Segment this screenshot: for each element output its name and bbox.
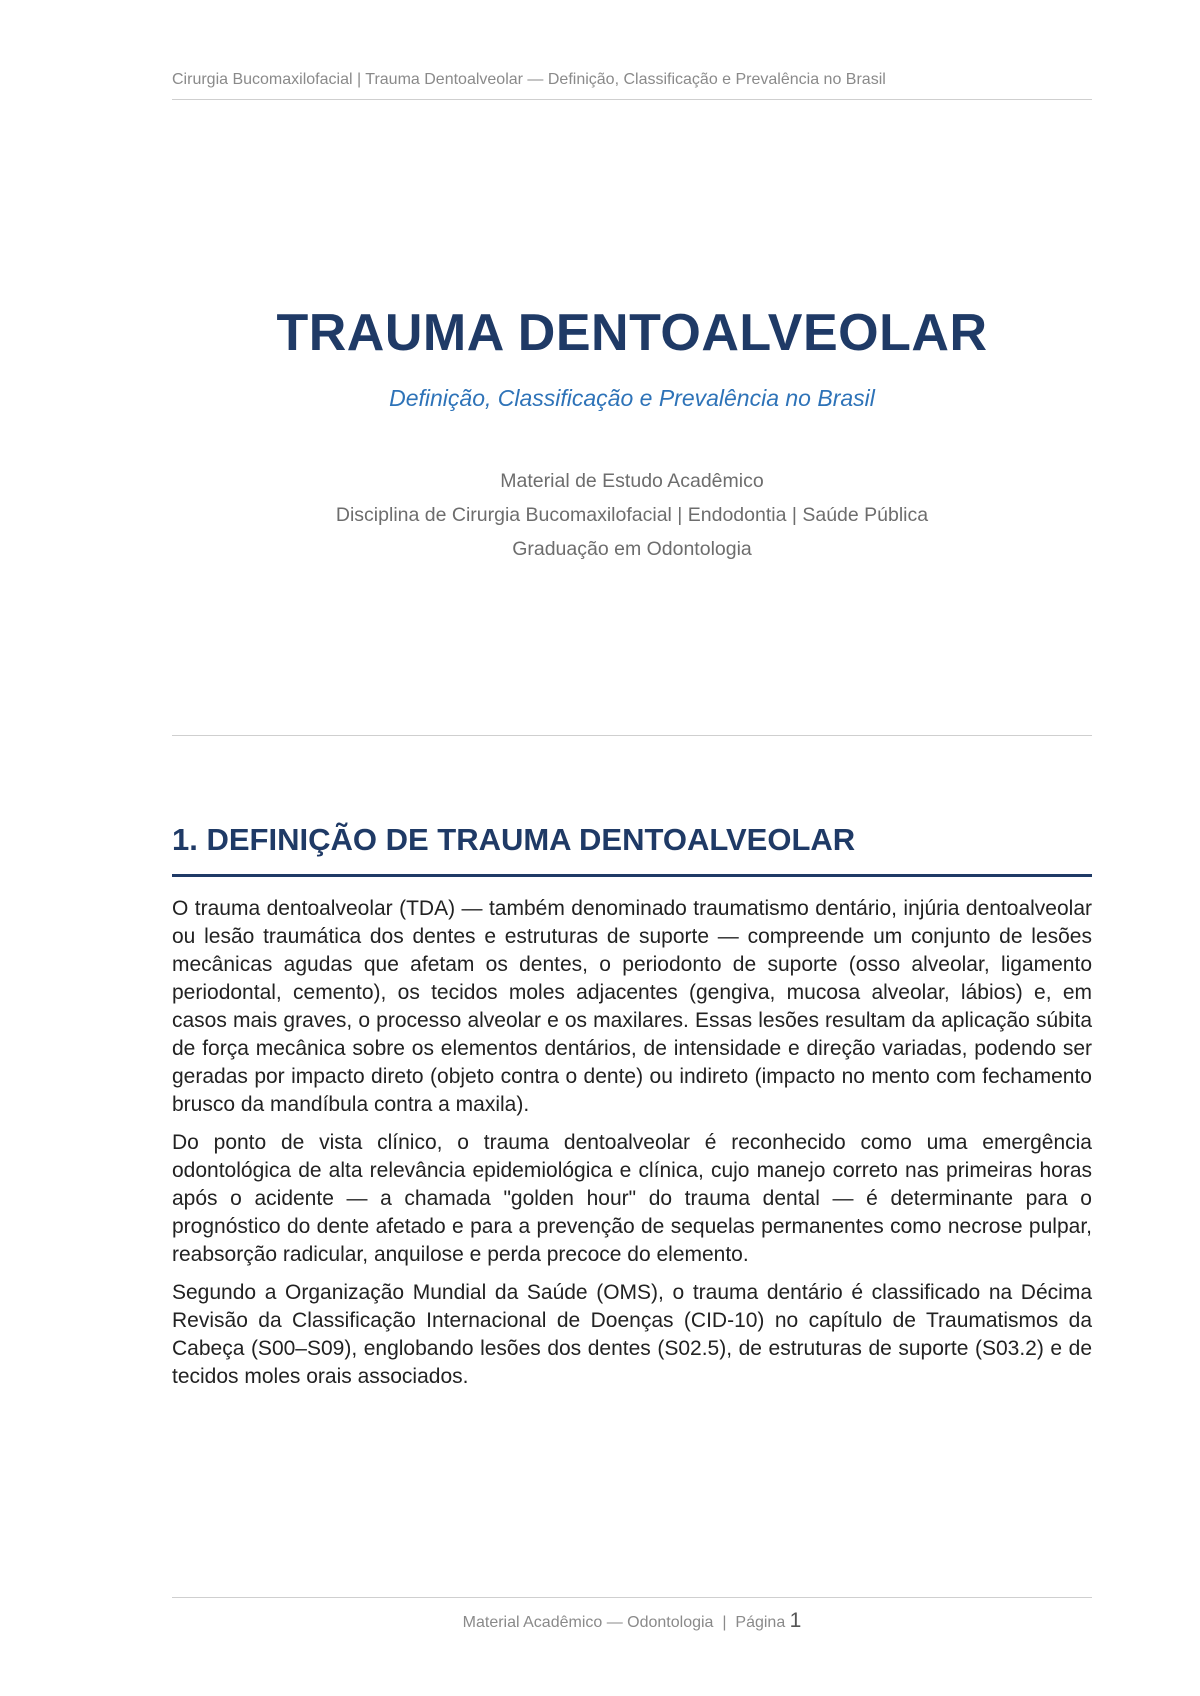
meta-line-course: Graduação em Odontologia	[512, 538, 752, 560]
footer-text: Material Acadêmico — Odontologia | Página	[462, 1614, 790, 1631]
paragraph: Segundo a Organização Mundial da Saúde (OMS), o trauma dentário é classificado na Décima Revisão da Classificação Internacional de Doenças (CID-10) no capítulo de Traumatismos da Cabeça (S00–S09), englobando lesões dos dentes (S02.5), de estruturas de suporte (S03.2) e de tecidos moles orais associados.	[172, 1281, 1092, 1388]
paragraph: Do ponto de vista clínico, o trauma dentoalveolar é reconhecido como uma emergência odontológica de alta relevância epidemiológica e clínica, cujo manejo correto nas primeiras horas após o acidente — a chamada "golden hour" do trauma dental — é determinante para o prognóstico do dente afetado e para a prevenção de sequelas permanentes como necrose pulpar, reabsorção radicular, anquilose e perda precoce do elemento.	[172, 1131, 1092, 1266]
page-footer	[172, 1609, 1092, 1633]
document-title: TRAUMA DENTOALVEOLAR	[276, 304, 988, 362]
meta-line-material: Material de Estudo Acadêmico	[500, 470, 764, 492]
section-heading: 1. DEFINIÇÃO DE TRAUMA DENTOALVEOLAR	[172, 822, 856, 857]
section-body	[172, 895, 1092, 1401]
meta-line-disciplines: Disciplina de Cirurgia Bucomaxilofacial | Endodontia | Saúde Pública	[335, 504, 929, 526]
section-heading-underline	[172, 874, 1092, 877]
running-header: Cirurgia Bucomaxilofacial | Trauma Dentoalveolar — Definição, Classificação e Prevalência no Brasil	[172, 71, 886, 88]
header-divider	[172, 99, 1092, 100]
paragraph: O trauma dentoalveolar (TDA) — também denominado traumatismo dentário, injúria dentoalveolar ou lesão traumática dos dentes e estruturas de suporte — compreende um conjunto de lesões mecânicas agudas que afetam os dentes, o periodonto de suporte (osso alveolar, ligamento periodontal, cemento), os tecidos moles adjacentes (gengiva, mucosa alveolar, lábios) e, em casos mais graves, o processo alveolar e os maxilares. Essas lesões resultam da aplicação súbita de força mecânica sobre os elementos dentários, de intensidade e direção variadas, podendo ser geradas por impacto direto (objeto contra o dente) ou indireto (impacto no mento com fechamento brusco da mandíbula contra a maxila).	[172, 897, 1092, 1116]
page-number: 1	[789, 1609, 802, 1632]
document-meta	[172, 464, 1092, 566]
section-divider	[172, 735, 1092, 736]
footer-divider	[172, 1597, 1092, 1598]
document-subtitle: Definição, Classificação e Prevalência no Brasil	[389, 385, 875, 411]
